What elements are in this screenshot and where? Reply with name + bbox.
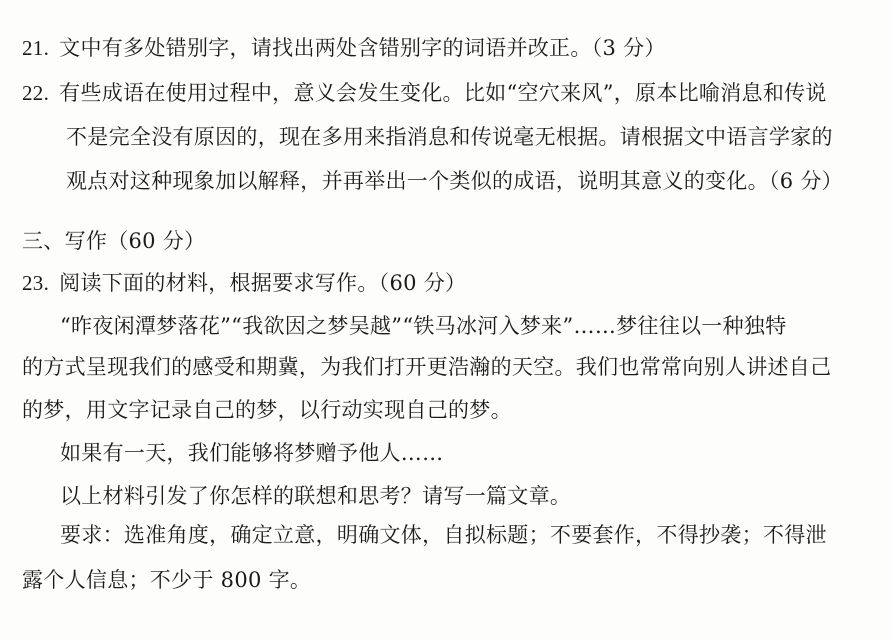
question-text: 有些成语在使用过程中，意义会发生变化。比如“空穴来风”，原本比喻消息和传说 xyxy=(59,81,827,105)
question-22-line-1 xyxy=(22,78,827,108)
question-number: 22. xyxy=(22,81,50,105)
material-line: 的梦，用文字记录自己的梦，以行动实现自己的梦。 xyxy=(22,398,512,422)
requirements-line: 要求：选准角度，确定立意，明确文体，自拟标题；不要套作，不得抄袭；不得泄 xyxy=(60,523,827,547)
material-line: 以上材料引发了你怎样的联想和思考？请写一篇文章。 xyxy=(60,484,572,508)
question-number: 21. xyxy=(22,36,50,60)
question-number: 23. xyxy=(22,271,50,295)
question-22-line-2: 不是完全没有原因的，现在多用来指消息和传说毫无根据。请根据文中语言学家的 xyxy=(66,125,833,149)
material-line: “昨夜闲潭梦落花”“我欲因之梦吴越”“铁马冰河入梦来”……梦往往以一种独特 xyxy=(60,314,787,338)
question-21 xyxy=(22,33,666,63)
question-text: 阅读下面的材料，根据要求写作。（60 分） xyxy=(59,271,467,295)
requirements-line: 露个人信息；不少于 800 字。 xyxy=(22,568,312,592)
material-line: 的方式呈现我们的感受和期冀，为我们打开更浩瀚的天空。我们也常常向别人讲述自己 xyxy=(22,355,832,379)
material-line: 如果有一天，我们能够将梦赠予他人…… xyxy=(60,441,444,465)
question-22-line-3: 观点对这种现象加以解释，并再举出一个类似的成语，说明其意义的变化。（6 分） xyxy=(66,169,843,193)
question-text: 文中有多处错别字，请找出两处含错别字的词语并改正。（3 分） xyxy=(59,36,666,60)
question-23 xyxy=(22,268,466,298)
section-heading: 三、写作（60 分） xyxy=(22,229,206,253)
